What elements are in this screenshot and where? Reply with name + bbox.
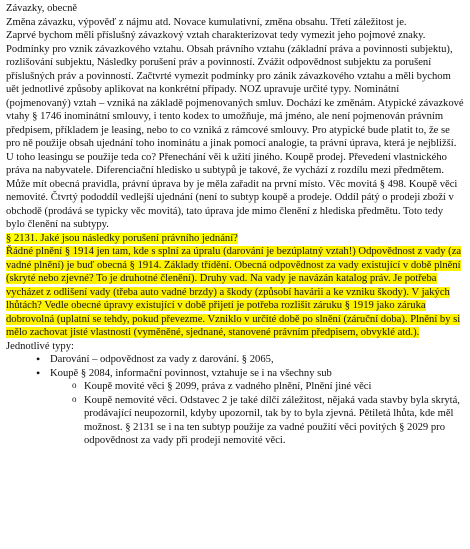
list-item-text: Koupě § 2084, informační povinnost, vztahuje se i na všechny sub [50,367,332,379]
sub-item-text: Koupě movité věci § 2099, práva z vadného plnění, Plnění jiné věci [84,381,372,392]
types-list [6,353,464,448]
list-item [36,367,464,448]
sub-list [50,380,464,448]
list-item [36,353,464,367]
types-heading: Jednotlivé typy: [6,340,74,352]
highlighted-liability: Řádné plnění § 1914 jen tam, kde s splní za úpralu (darování je bezúplatný vztah!) Odpovědnost z vady (za vadné plnění) je buď obecná § 1914. Základy třídění. Obecná odpovědnost za vady existující v době plnění (skryté nebo zjevné? To je druhotné členění). Druhy vad. Na vady je navázán katalog práv. Je potřeba vycházet z odlišení vady (třeba auto vadné brzdy) a škody (způsobí havárii a ke vzniku škody). V jakých lhůtách? Vedle obecné úpravy existující v době přijetí je potřeba rozlišit záruku § 1919 jako záruka dobrovolná (uplatní se tehdy, pokud převezme. Vzniklo v určité době po slnění (záruční doba). Plnění by si mělo zachovat jisté vlastnosti (vyměněné, sjednané, stanovené právním předpisem, obvyklé atd.). [6,246,462,338]
paragraph-changes: Změna závazku, výpověď z nájmu atd. Novace kumulativní, změna obsahu. Třetí záležitost je. [6,16,407,28]
paragraph-liability [6,245,464,340]
highlighted-question: § 2131. Jaké jsou následky porušení právního jednání? [6,232,238,244]
sub-item-text: Koupě nemovité věci. Odstavec 2 je také dílčí záležitost, nějaká vada stavby byla skrytá, prodávající neupozornil, kdyby upozornil, tak by to byla zjevná. Pětiletá lhůta, kde měl možnost. § 2131 se i na ten subtyp použije za vadné použití věci povitých § 2029 pro odpovědnost za vady při prodeji nemovité věci. [84,394,460,446]
list-item-text: Darování – odpovědnost za vady z darování. § 2065, [50,354,274,365]
doc-heading: Závazky, obecně [6,3,78,14]
paragraph-main: Zaprvé bychom měli příslušný závazkový vztah charakterizovat tedy vymezit jeho pojmové znaky. Podmínky pro vznik závazkového vztahu. Obsah právního vztahu (základní práva a povinnosti subjektu), rozlišování subjektu, Následky porušení práv a povinností. Zvážit odpovědnost subjektu za porušení příslušných práv a povinností. Začtvrté vymezit podmínky pro zánik závazkového vztahu a měli bychom uět jednotlivé způsoby aplikovat na konkrétní případy. NOZ upravuje určité typy. Nominátní (pojmenovaný) vztah – vzniká na základě pojmenovaných smluv. Dochází ke změnám. Atypické závazkové vtahy § 1746 inominátní smlouvy, i tento kodex to umožňuje, má jméno, ale není pojmenován právním předpisem, příkladem je leasing, nebo to co vzniká z rámcové smlouvy. Pro atypické bude platit to, že se pro ně použije obsah ujednání toho inominátu a jinak pomocí analogie, ta právní úprava, která je nejbližší. U toho leasingu se použije teda co? Přenechání věi k užití jiného. Koupě prodej. Převedení vlastnického práva na nabyvatele. Diferenciační hledisko u subtypů je takové, že vychází z rozdílu mezi předmětem. Může mít obecná pravidla, právní úprava by je měla zařadit na první místo. Věc movitá § 498. Koupě věci nemovité. Čtvrtý pododdíl vedlejší ujednání (není to subtyp koupě a prodeje. Oddíl pátý o prodeji zboží v obchodě (prodává se typicky věc movitá), tato úprava jde mimo členění z hlediska předmětu. Toto tedy bylo členění na subtypy. [6,30,464,230]
sub-list-item [72,380,464,394]
sub-list-item [72,394,464,448]
paragraph-question [6,232,464,246]
